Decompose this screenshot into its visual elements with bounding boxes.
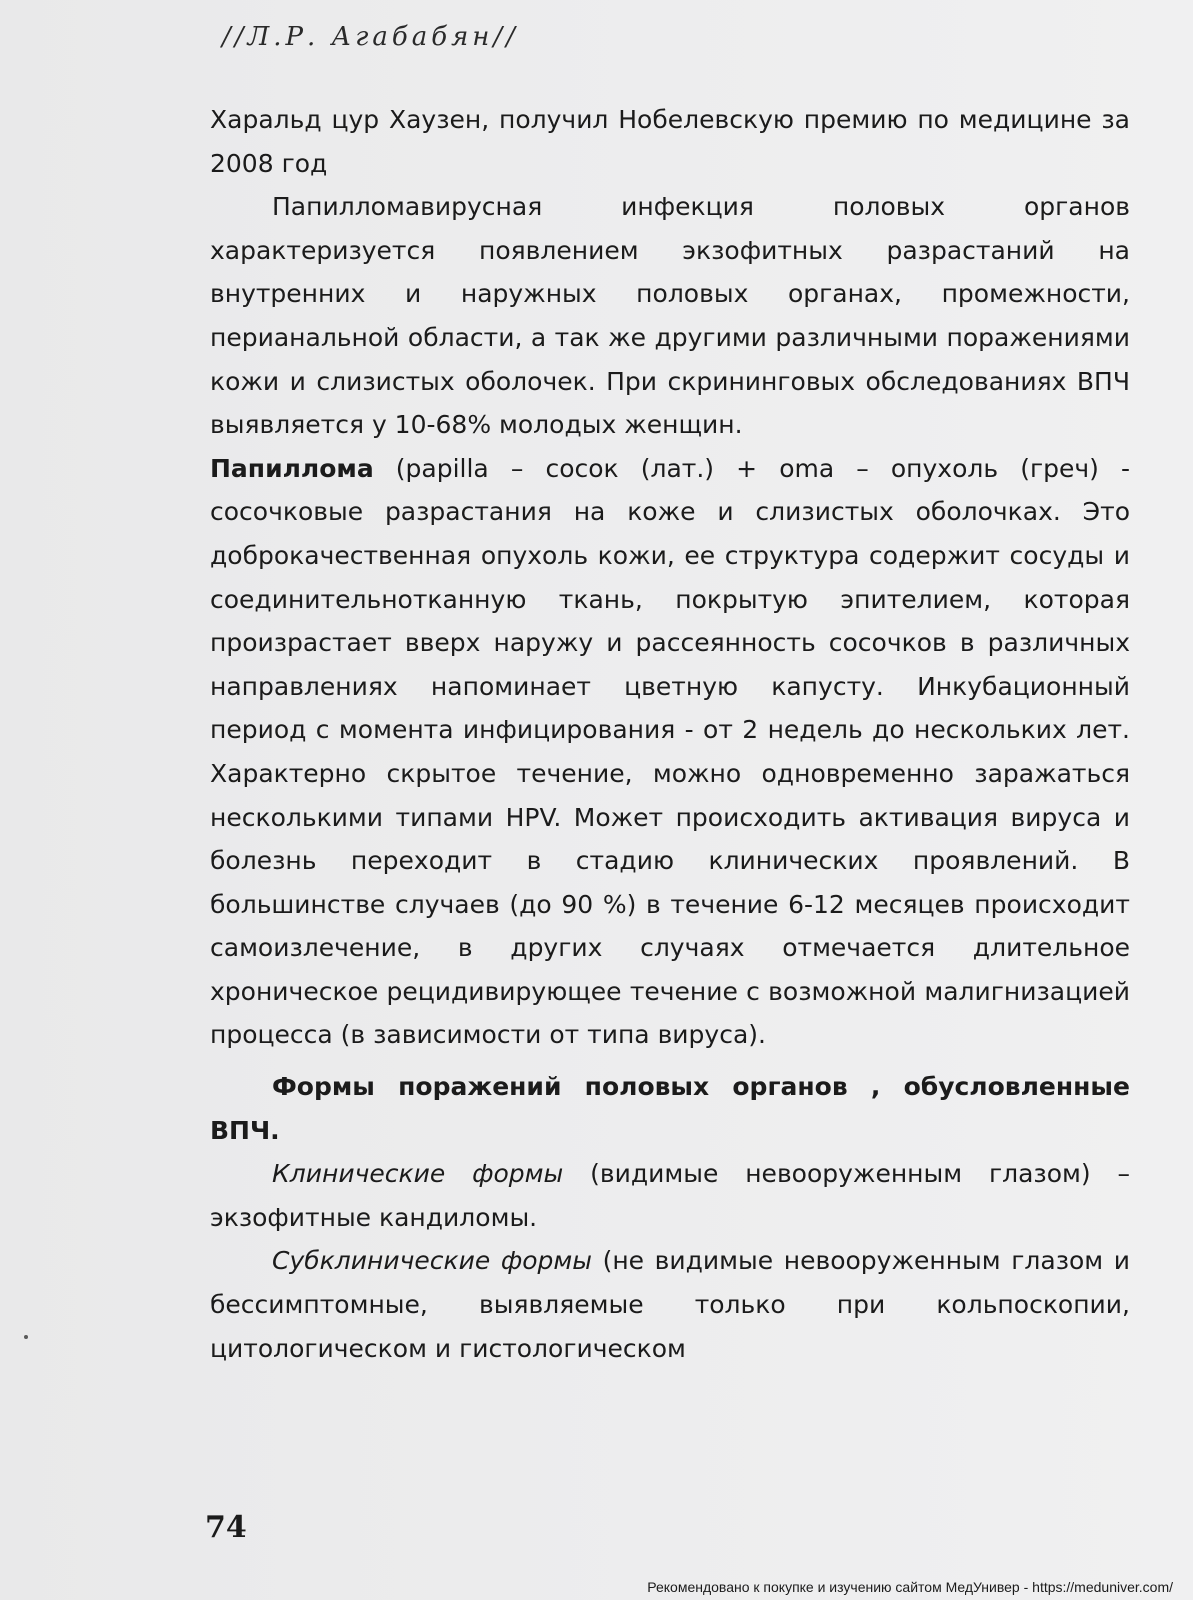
- section-heading: Формы поражений половых органов , обусловленные ВПЧ.: [210, 1072, 1130, 1145]
- paragraph-clinical: [210, 1152, 1130, 1239]
- paragraph-hausen: Харальд цур Хаузен, получил Нобелевскую премию по медицине за 2008 год: [210, 105, 1130, 178]
- paragraph-infection: Папилломавирусная инфекция половых органов характеризуется появлением экзофитных разрастаний на внутренних и наружных половых органах, промежности, перианальной области, а так же другими различными поражениями кожи и слизистых оболочек. При скрининговых обследованиях ВПЧ выявляется у 10-68% молодых женщин.: [210, 192, 1130, 440]
- page-number: 74: [205, 1510, 247, 1545]
- paragraph-papilloma: [210, 447, 1130, 1057]
- main-text: [210, 98, 1130, 1370]
- watermark-text: Рекомендовано к покупке и изучению сайтом МедУнивер - https://meduniver.com/: [647, 1579, 1173, 1595]
- term-subclinical-forms: Субклинические формы: [272, 1246, 592, 1276]
- papilloma-definition: (papilla – сосок (лат.) + oma – опухоль (греч) - сосочковые разрастания на коже и слизистых оболочках. Это доброкачественная опухоль кожи, ее структура содержит сосуды и соединительнотканную ткань, покрытую эпителием, которая произрастает вверх наружу и рассеянность сосочков в различных направлениях напоминает цветную капусту. Инкубационный период с момента инфицирования - от 2 недель до нескольких лет. Характерно скрытое течение, можно одновременно заражаться несколькими типами HPV. Может происходить активация вируса и болезнь переходит в стадию клинических проявлений. В большинстве случаев (до 90 %) в течение 6-12 месяцев происходит самоизлечение, в других случаях отмечается длительное хроническое рецидивирующее течение с возможной малигнизацией процесса (в зависимости от типа вируса).: [210, 453, 1130, 1050]
- paragraph-subclinical: [210, 1239, 1130, 1370]
- running-head: //Л.Р. Агабабян//: [222, 22, 519, 52]
- clinical-forms-text: (видимые невооруженным глазом) – экзофитные кандиломы.: [210, 1159, 1131, 1232]
- term-clinical-forms: Клинические формы: [272, 1159, 564, 1189]
- subclinical-forms-text: (не видимые невооруженным глазом и бессимптомные, выявляемые только при кольпоскопии, цитологическом и гистологическом: [210, 1246, 1130, 1363]
- scan-speck: [24, 1335, 28, 1339]
- term-papilloma: Папиллома: [210, 453, 374, 483]
